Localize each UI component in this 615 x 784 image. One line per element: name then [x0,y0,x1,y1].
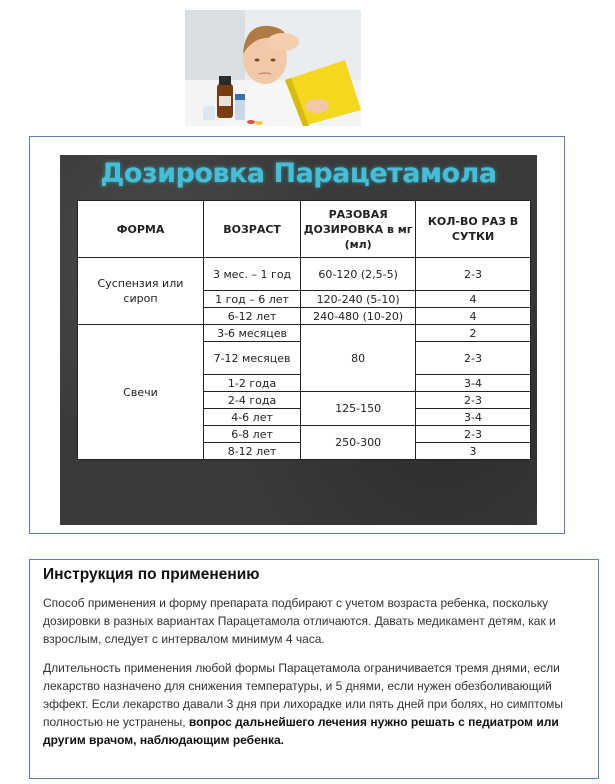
age-cell: 6-12 лет [203,308,300,325]
dose-cell: 120-240 (5-10) [301,291,416,308]
age-cell: 3 мес. – 1 год [203,258,300,291]
times-cell: 2 [416,325,531,342]
age-cell: 1 год – 6 лет [203,291,300,308]
age-cell: 2-4 года [203,392,300,409]
header-dose: РАЗОВАЯ ДОЗИРОВКА в мг (мл) [301,201,416,258]
dosage-table [77,200,531,460]
dosage-chart-frame [29,136,565,534]
age-cell: 3-6 месяцев [203,325,300,342]
dose-cell: 80 [301,325,416,392]
age-cell: 7-12 месяцев [203,342,300,375]
instructions-paragraph-1: Способ применения и форму препарата подбирают с учетом возраста ребенка, поскольку дозировки в разных вариантах Парацетамола отличаются. Давать медикамент детям, как и взрослым, следует с интервалом минимум 4 часа. [43,596,556,646]
header-form: ФОРМА [78,201,204,258]
chalkboard [60,155,537,525]
times-cell: 4 [416,308,531,325]
dose-cell: 240-480 (10-20) [301,308,416,325]
dose-cell: 250-300 [301,426,416,460]
age-cell: 6-8 лет [203,426,300,443]
instructions-paragraph-2 [43,659,585,749]
times-cell: 2-3 [416,392,531,409]
instructions-paragraph-2-emphasis: вопрос дальнейшего лечения нужно решать с педиатром или другим врачом, наблюдающим ребенка. [43,715,559,747]
times-cell: 2-3 [416,258,531,291]
age-cell: 4-6 лет [203,409,300,426]
dose-cell: 60-120 (2,5-5) [301,258,416,291]
table-row [78,325,531,342]
form-suspension: Суспензия или сироп [78,258,204,325]
instructions-box [29,559,599,779]
header-age: ВОЗРАСТ [203,201,300,258]
instructions-paragraph-2-text: Длительность применения любой формы Парацетамола ограничивается тремя днями, если лекарство назначено для снижения температуры, и 5 днями, если нужен обезболивающий эффект. Если лекарство давали 3 дня при лихорадке или пять дней при болях, но симптомы полностью не устранены, [43,661,564,729]
times-cell: 2-3 [416,342,531,375]
times-cell: 3-4 [416,409,531,426]
dose-cell: 125-150 [301,392,416,426]
sick-child-photo-icon [185,10,361,126]
header-times: КОЛ-ВО РАЗ В СУТКИ [416,201,531,258]
table-header-row [78,201,531,258]
times-cell: 4 [416,291,531,308]
times-cell: 3-4 [416,375,531,392]
form-suppositories: Свечи [78,325,204,460]
chart-title: Дозировка Парацетамола [100,158,497,189]
times-cell: 2-3 [416,426,531,443]
table-row [78,258,531,291]
instructions-title: Инструкция по применению [43,566,260,583]
times-cell: 3 [416,443,531,460]
age-cell: 1-2 года [203,375,300,392]
age-cell: 8-12 лет [203,443,300,460]
